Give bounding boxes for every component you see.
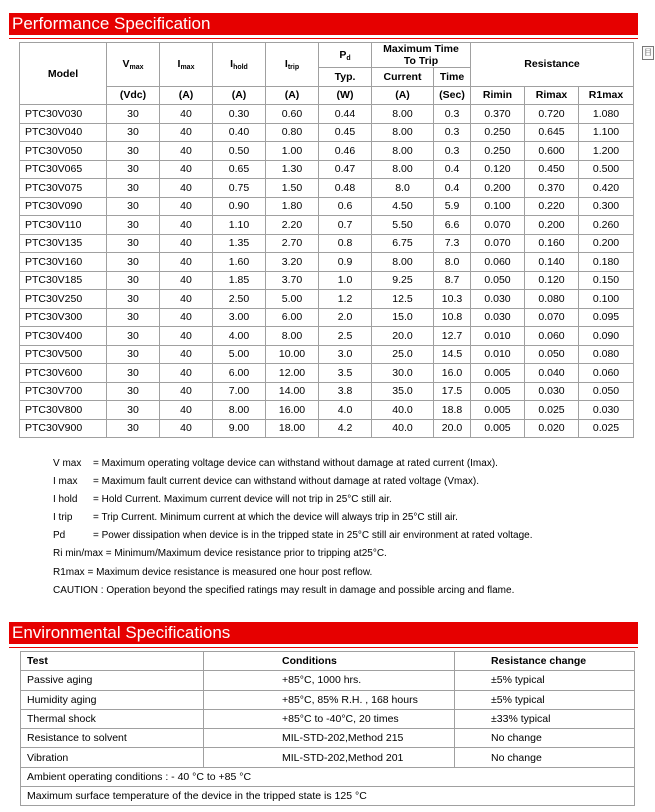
value-cell: 40 <box>160 364 213 383</box>
value-cell: 6.75 <box>372 234 434 253</box>
model-cell: PTC30V250 <box>20 290 107 309</box>
value-cell: 1.35 <box>213 234 266 253</box>
value-cell: 40.0 <box>372 419 434 438</box>
value-cell: 0.60 <box>266 105 319 124</box>
value-cell: 0.3 <box>434 142 471 161</box>
value-cell: 30 <box>107 345 160 364</box>
test-cell: Thermal shock <box>21 709 204 728</box>
value-cell: 1.50 <box>266 179 319 198</box>
header-current: Current <box>372 68 434 87</box>
value-cell: 7.00 <box>213 382 266 401</box>
note-text: = Trip Current. Minimum current at which the device will always trip in 25°C still air. <box>93 512 458 524</box>
value-cell: 0.005 <box>471 382 525 401</box>
value-cell: 2.70 <box>266 234 319 253</box>
value-cell: 40 <box>160 105 213 124</box>
model-cell: PTC30V500 <box>20 345 107 364</box>
header-model: Model <box>20 43 107 105</box>
value-cell: 40 <box>160 382 213 401</box>
table-row <box>20 308 634 327</box>
value-cell: 30 <box>107 382 160 401</box>
value-cell: 2.5 <box>319 327 372 346</box>
value-cell: 10.00 <box>266 345 319 364</box>
environmental-section-title: Environmental Specifications <box>9 622 638 644</box>
table-row <box>21 690 635 709</box>
value-cell: 12.7 <box>434 327 471 346</box>
model-cell: PTC30V135 <box>20 234 107 253</box>
value-cell: 9.25 <box>372 271 434 290</box>
table-row <box>20 142 634 161</box>
note-line <box>53 455 633 473</box>
value-cell: 0.020 <box>525 419 579 438</box>
value-cell: 4.50 <box>372 197 434 216</box>
value-cell: 0.030 <box>579 401 634 420</box>
model-cell: PTC30V300 <box>20 308 107 327</box>
value-cell: 0.060 <box>579 364 634 383</box>
value-cell: 1.60 <box>213 253 266 272</box>
value-cell: 3.8 <box>319 382 372 401</box>
header-r1max: R1max <box>579 86 634 105</box>
value-cell: 0.090 <box>579 327 634 346</box>
value-cell: 0.025 <box>579 419 634 438</box>
value-cell: 8.0 <box>372 179 434 198</box>
model-cell: PTC30V065 <box>20 160 107 179</box>
value-cell: 2.50 <box>213 290 266 309</box>
value-cell: 4.00 <box>213 327 266 346</box>
table-row <box>20 105 634 124</box>
value-cell: 1.80 <box>266 197 319 216</box>
value-cell: 5.50 <box>372 216 434 235</box>
value-cell: 2.0 <box>319 308 372 327</box>
resistance-change-cell: ±33% typical <box>455 709 635 728</box>
value-cell: 0.250 <box>471 142 525 161</box>
value-cell: 0.600 <box>525 142 579 161</box>
table-row <box>20 364 634 383</box>
value-cell: 1.200 <box>579 142 634 161</box>
unit-sec: (Sec) <box>434 86 471 105</box>
table-row <box>20 345 634 364</box>
value-cell: 40 <box>160 216 213 235</box>
note-term: I hold <box>53 494 78 506</box>
table-row <box>20 271 634 290</box>
condition-cell: MIL-STD-202,Method 201 <box>204 748 455 767</box>
header-resistance: Resistance <box>471 43 634 87</box>
table-row <box>21 729 635 748</box>
value-cell: 5.9 <box>434 197 471 216</box>
performance-section-title: Performance Specification <box>9 13 638 35</box>
condition-cell: +85°C to -40°C, 20 times <box>204 709 455 728</box>
value-cell: 40 <box>160 401 213 420</box>
note-line <box>53 509 633 527</box>
value-cell: 0.300 <box>579 197 634 216</box>
header-max-time: Maximum Time To Trip <box>372 43 471 68</box>
value-cell: 0.010 <box>471 345 525 364</box>
value-cell: 0.200 <box>579 234 634 253</box>
value-cell: 15.0 <box>372 308 434 327</box>
value-cell: 30 <box>107 105 160 124</box>
value-cell: 0.180 <box>579 253 634 272</box>
value-cell: 30 <box>107 271 160 290</box>
model-cell: PTC30V075 <box>20 179 107 198</box>
value-cell: 30 <box>107 142 160 161</box>
value-cell: 3.20 <box>266 253 319 272</box>
value-cell: 20.0 <box>372 327 434 346</box>
value-cell: 0.030 <box>471 308 525 327</box>
footer-note-cell: Maximum surface temperature of the device in the tripped state is 125 °C <box>21 787 635 806</box>
value-cell: 0.050 <box>525 345 579 364</box>
value-cell: 0.220 <box>525 197 579 216</box>
header-typ: Typ. <box>319 68 372 87</box>
value-cell: 0.645 <box>525 123 579 142</box>
model-cell: PTC30V160 <box>20 253 107 272</box>
value-cell: 5.00 <box>266 290 319 309</box>
model-cell: PTC30V600 <box>20 364 107 383</box>
resistance-change-cell: No change <box>455 729 635 748</box>
value-cell: 0.030 <box>525 382 579 401</box>
value-cell: 7.3 <box>434 234 471 253</box>
value-cell: 0.40 <box>213 123 266 142</box>
test-cell: Passive aging <box>21 671 204 690</box>
value-cell: 0.010 <box>471 327 525 346</box>
value-cell: 0.260 <box>579 216 634 235</box>
value-cell: 0.005 <box>471 419 525 438</box>
value-cell: 0.120 <box>525 271 579 290</box>
header-time: Time <box>434 68 471 87</box>
value-cell: 0.070 <box>471 216 525 235</box>
value-cell: 0.050 <box>579 382 634 401</box>
value-cell: 0.50 <box>213 142 266 161</box>
note-text: = Power dissipation when device is in the tripped state in 25°C still air environment at rated voltage. <box>93 530 533 542</box>
value-cell: 40 <box>160 197 213 216</box>
resistance-change-cell: No change <box>455 748 635 767</box>
value-cell: 18.00 <box>266 419 319 438</box>
test-cell: Resistance to solvent <box>21 729 204 748</box>
value-cell: 0.65 <box>213 160 266 179</box>
value-cell: 35.0 <box>372 382 434 401</box>
value-cell: 40 <box>160 290 213 309</box>
value-cell: 0.500 <box>579 160 634 179</box>
value-cell: 9.00 <box>213 419 266 438</box>
note-line <box>53 473 633 491</box>
note-text: Ri min/max = Minimum/Maximum device resistance prior to tripping at25°C. <box>53 548 387 560</box>
value-cell: 40 <box>160 327 213 346</box>
resistance-change-cell: ±5% typical <box>455 671 635 690</box>
value-cell: 10.8 <box>434 308 471 327</box>
value-cell: 3.00 <box>213 308 266 327</box>
performance-title-rule <box>9 38 638 39</box>
value-cell: 40 <box>160 345 213 364</box>
table-row <box>20 327 634 346</box>
value-cell: 40 <box>160 123 213 142</box>
value-cell: 8.7 <box>434 271 471 290</box>
table-row <box>21 709 635 728</box>
value-cell: 0.140 <box>525 253 579 272</box>
unit-a: (A) <box>266 86 319 105</box>
value-cell: 0.005 <box>471 401 525 420</box>
performance-table <box>19 42 634 438</box>
table-row <box>20 160 634 179</box>
value-cell: 1.100 <box>579 123 634 142</box>
value-cell: 0.200 <box>525 216 579 235</box>
value-cell: 40 <box>160 308 213 327</box>
value-cell: 0.120 <box>471 160 525 179</box>
value-cell: 0.250 <box>471 123 525 142</box>
table-row <box>20 197 634 216</box>
value-cell: 30 <box>107 401 160 420</box>
table-row <box>20 123 634 142</box>
table-row <box>20 382 634 401</box>
header-rimax: Rimax <box>525 86 579 105</box>
header-pd: Pd <box>319 43 372 68</box>
value-cell: 30 <box>107 234 160 253</box>
table-row <box>20 290 634 309</box>
model-cell: PTC30V110 <box>20 216 107 235</box>
value-cell: 0.4 <box>434 179 471 198</box>
note-text: R1max = Maximum device resistance is measured one hour post reflow. <box>53 566 373 578</box>
header-itrip: Itrip <box>266 43 319 87</box>
model-cell: PTC30V900 <box>20 419 107 438</box>
environmental-title-rule <box>9 647 638 648</box>
value-cell: 30 <box>107 179 160 198</box>
value-cell: 40.0 <box>372 401 434 420</box>
unit-a: (A) <box>372 86 434 105</box>
value-cell: 16.00 <box>266 401 319 420</box>
value-cell: 18.8 <box>434 401 471 420</box>
note-text: = Maximum operating voltage device can withstand without damage at rated current (Imax). <box>93 458 498 469</box>
value-cell: 40 <box>160 142 213 161</box>
header-conditions: Conditions <box>204 652 455 671</box>
value-cell: 30 <box>107 290 160 309</box>
value-cell: 10.3 <box>434 290 471 309</box>
value-cell: 30 <box>107 216 160 235</box>
value-cell: 0.160 <box>525 234 579 253</box>
value-cell: 0.45 <box>319 123 372 142</box>
value-cell: 0.47 <box>319 160 372 179</box>
value-cell: 14.5 <box>434 345 471 364</box>
value-cell: 40 <box>160 160 213 179</box>
value-cell: 16.0 <box>434 364 471 383</box>
unit-a: (A) <box>160 86 213 105</box>
value-cell: 8.00 <box>372 142 434 161</box>
model-cell: PTC30V030 <box>20 105 107 124</box>
value-cell: 20.0 <box>434 419 471 438</box>
note-line <box>53 564 633 582</box>
value-cell: 0.060 <box>525 327 579 346</box>
value-cell: 40 <box>160 234 213 253</box>
value-cell: 0.9 <box>319 253 372 272</box>
value-cell: 6.00 <box>266 308 319 327</box>
note-line <box>53 527 633 545</box>
value-cell: 8.00 <box>213 401 266 420</box>
value-cell: 30 <box>107 123 160 142</box>
note-text: CAUTION : Operation beyond the specified ratings may result in damage and possible arcing and flame. <box>53 584 515 596</box>
value-cell: 8.00 <box>372 160 434 179</box>
performance-notes <box>53 455 633 600</box>
model-cell: PTC30V050 <box>20 142 107 161</box>
note-line <box>53 491 633 509</box>
value-cell: 0.75 <box>213 179 266 198</box>
value-cell: 12.00 <box>266 364 319 383</box>
value-cell: 1.00 <box>266 142 319 161</box>
note-line <box>53 582 633 600</box>
value-cell: 0.4 <box>434 160 471 179</box>
table-row <box>21 671 635 690</box>
value-cell: 30 <box>107 419 160 438</box>
value-cell: 30 <box>107 364 160 383</box>
table-row <box>20 179 634 198</box>
condition-cell: +85°C, 85% R.H. , 168 hours <box>204 690 455 709</box>
value-cell: 0.80 <box>266 123 319 142</box>
value-cell: 0.46 <box>319 142 372 161</box>
value-cell: 0.070 <box>525 308 579 327</box>
header-test: Test <box>21 652 204 671</box>
value-cell: 1.080 <box>579 105 634 124</box>
table-row <box>21 787 635 806</box>
value-cell: 3.70 <box>266 271 319 290</box>
table-row <box>20 234 634 253</box>
value-cell: 30 <box>107 253 160 272</box>
value-cell: 0.150 <box>579 271 634 290</box>
test-cell: Humidity aging <box>21 690 204 709</box>
value-cell: 4.2 <box>319 419 372 438</box>
value-cell: 1.30 <box>266 160 319 179</box>
value-cell: 8.0 <box>434 253 471 272</box>
model-cell: PTC30V040 <box>20 123 107 142</box>
note-term: V max <box>53 458 82 469</box>
note-term: I max <box>53 476 78 488</box>
value-cell: 3.5 <box>319 364 372 383</box>
resistance-change-cell: ±5% typical <box>455 690 635 709</box>
model-cell: PTC30V800 <box>20 401 107 420</box>
table-row <box>20 253 634 272</box>
value-cell: 25.0 <box>372 345 434 364</box>
value-cell: 8.00 <box>372 123 434 142</box>
header-imax: Imax <box>160 43 213 87</box>
value-cell: 30 <box>107 308 160 327</box>
model-cell: PTC30V400 <box>20 327 107 346</box>
value-cell: 0.3 <box>434 123 471 142</box>
unit-w: (W) <box>319 86 372 105</box>
note-line <box>53 545 633 563</box>
value-cell: 0.8 <box>319 234 372 253</box>
value-cell: 0.050 <box>471 271 525 290</box>
model-cell: PTC30V090 <box>20 197 107 216</box>
header-vmax: Vmax <box>107 43 160 87</box>
value-cell: 0.44 <box>319 105 372 124</box>
header-rimin: Rimin <box>471 86 525 105</box>
value-cell: 0.7 <box>319 216 372 235</box>
value-cell: 0.370 <box>525 179 579 198</box>
value-cell: 17.5 <box>434 382 471 401</box>
value-cell: 30 <box>107 327 160 346</box>
value-cell: 0.005 <box>471 364 525 383</box>
value-cell: 1.0 <box>319 271 372 290</box>
value-cell: 0.3 <box>434 105 471 124</box>
table-row <box>20 401 634 420</box>
value-cell: 2.20 <box>266 216 319 235</box>
model-cell: PTC30V700 <box>20 382 107 401</box>
value-cell: 0.6 <box>319 197 372 216</box>
value-cell: 0.025 <box>525 401 579 420</box>
value-cell: 6.6 <box>434 216 471 235</box>
page-icon[interactable]: 目 <box>642 46 654 60</box>
value-cell: 0.080 <box>579 345 634 364</box>
value-cell: 6.00 <box>213 364 266 383</box>
value-cell: 0.100 <box>471 197 525 216</box>
value-cell: 40 <box>160 419 213 438</box>
value-cell: 40 <box>160 179 213 198</box>
value-cell: 1.85 <box>213 271 266 290</box>
value-cell: 0.060 <box>471 253 525 272</box>
condition-cell: +85°C, 1000 hrs. <box>204 671 455 690</box>
environmental-table <box>20 651 635 806</box>
value-cell: 0.080 <box>525 290 579 309</box>
value-cell: 30 <box>107 160 160 179</box>
value-cell: 0.070 <box>471 234 525 253</box>
value-cell: 0.420 <box>579 179 634 198</box>
note-term: Pd <box>53 530 66 542</box>
value-cell: 0.48 <box>319 179 372 198</box>
header-ihold: Ihold <box>213 43 266 87</box>
value-cell: 0.095 <box>579 308 634 327</box>
value-cell: 1.10 <box>213 216 266 235</box>
value-cell: 30 <box>107 197 160 216</box>
table-row <box>21 767 635 786</box>
value-cell: 0.200 <box>471 179 525 198</box>
value-cell: 1.2 <box>319 290 372 309</box>
value-cell: 14.00 <box>266 382 319 401</box>
value-cell: 0.370 <box>471 105 525 124</box>
value-cell: 0.90 <box>213 197 266 216</box>
note-text: = Hold Current. Maximum current device will not trip in 25°C still air. <box>93 494 392 506</box>
header-resistance-change: Resistance change <box>455 652 635 671</box>
unit-a: (A) <box>213 86 266 105</box>
table-row <box>20 216 634 235</box>
value-cell: 8.00 <box>266 327 319 346</box>
value-cell: 8.00 <box>372 105 434 124</box>
condition-cell: MIL-STD-202,Method 215 <box>204 729 455 748</box>
table-row <box>20 419 634 438</box>
value-cell: 40 <box>160 271 213 290</box>
unit-vdc: (Vdc) <box>107 86 160 105</box>
model-cell: PTC30V185 <box>20 271 107 290</box>
value-cell: 3.0 <box>319 345 372 364</box>
test-cell: Vibration <box>21 748 204 767</box>
value-cell: 0.720 <box>525 105 579 124</box>
note-text: = Maximum fault current device can withstand without damage at rated voltage (Vmax). <box>93 476 480 488</box>
value-cell: 4.0 <box>319 401 372 420</box>
note-term: I trip <box>53 512 73 524</box>
value-cell: 40 <box>160 253 213 272</box>
value-cell: 0.100 <box>579 290 634 309</box>
value-cell: 12.5 <box>372 290 434 309</box>
value-cell: 0.450 <box>525 160 579 179</box>
value-cell: 0.30 <box>213 105 266 124</box>
footer-note-cell: Ambient operating conditions : - 40 °C to +85 °C <box>21 767 635 786</box>
value-cell: 0.030 <box>471 290 525 309</box>
table-row <box>21 748 635 767</box>
value-cell: 30.0 <box>372 364 434 383</box>
value-cell: 8.00 <box>372 253 434 272</box>
value-cell: 0.040 <box>525 364 579 383</box>
value-cell: 5.00 <box>213 345 266 364</box>
